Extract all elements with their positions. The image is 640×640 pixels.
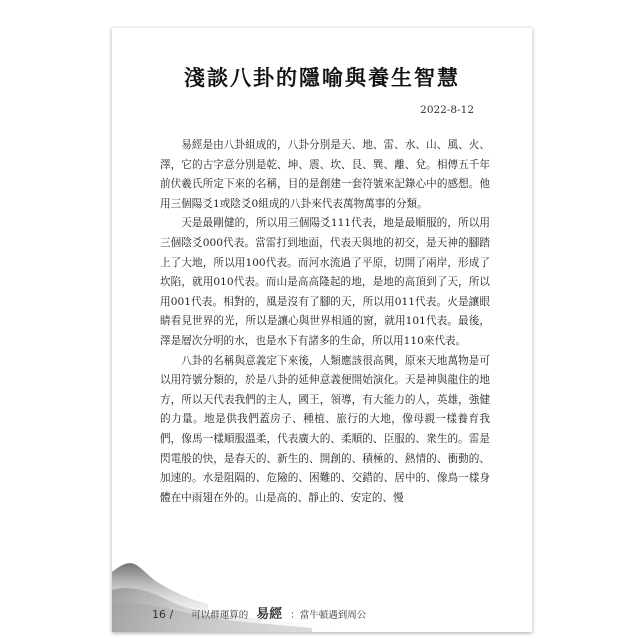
page-number: 16 /: [152, 608, 174, 621]
paragraph-3: 八卦的名稱與意義定下來後，人類應該很高興，原來天地萬物是可以用符號分類的，於是八卦的延伸意義便開始演化。天是神與龍住的地方，所以天代表我們的主人，國王，領導，有大能力的人，英雄，強健的力量。地是供我們蓋房子、種植、旅行的大地，像母親一樣養育我們，像馬一樣順服溫柔，代表廣大的、柔順的、臣服的、衆生的。雷是閃電般的快，是春天的、新生的、開創的、積極的、熱情的、衝動的、加速的。水是阻隔的、危險的、困難的、交錯的、居中的、像鳥一樣身體在中雨翅在外的。山是高的、靜止的、安定的、慢: [160, 354, 490, 504]
book-title-prefix: 可以群運算的: [191, 610, 249, 621]
page-footer: [152, 603, 366, 622]
page-title: 淺談八卦的隱喻與養生智慧: [184, 66, 460, 90]
book-title-brand: 易經: [256, 607, 283, 622]
paragraph-1: 易經是由八卦組成的，八卦分別是天、地、雷、水、山、風、火、澤，它的古字意分別是乾、坤、震、坎、艮、巽、離、兌。相傳五千年前伏羲氏所定下來的名稱，目的是創建一套符號來記錄心中的感想。他用三個陽爻1或陰爻0組成的八卦來代表萬物萬事的分類。: [160, 139, 490, 210]
paragraph-2: 天是最剛健的，所以用三個陽爻111代表，地是最順服的，所以用三個陰爻000代表。當雷打到地面，代表天與地的初交，是天神的腳踏上了大地，所以用100代表。而河水流過了平原，切開了兩岸，形成了坎陷，就用010代表。而山是高高隆起的地，是地的高頂到了天，所以用001代表。相對的，風是沒有了腳的天，所以用011代表。火是讓眼睛看見世界的光，所以是讓心與世界相通的窗，就用101代表。最後，澤是層次分明的水，也是水下有諸多的生命，所以用110來代表。: [160, 217, 490, 347]
book-title-suffix: ：當牛頓遇到周公: [290, 610, 367, 621]
book-page: [112, 28, 532, 632]
article-date: 2022-8-12: [420, 104, 474, 116]
article-body: [160, 136, 490, 508]
